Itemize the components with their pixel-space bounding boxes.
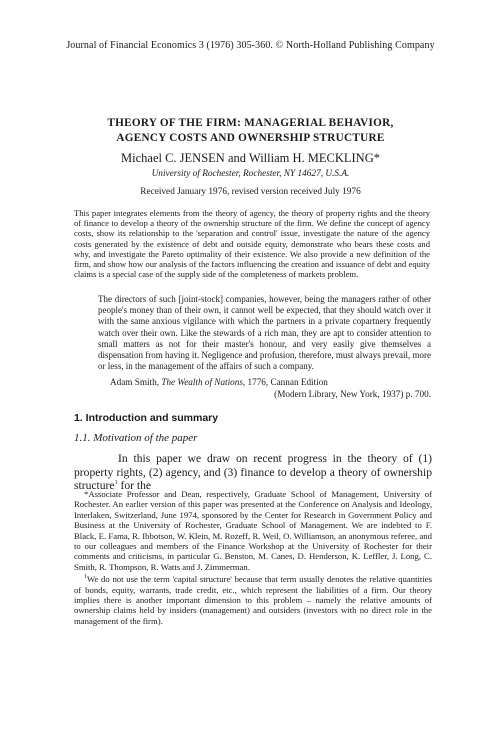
epigraph-citation xyxy=(110,377,431,387)
journal-header: Journal of Financial Economics 3 (1976) 305-360. © North-Holland Publishing Company xyxy=(66,40,435,51)
cite-edition: 1776, Cannan Edition xyxy=(247,377,328,387)
received-dates: Received January 1976, revised version received July 1976 xyxy=(140,187,361,197)
affiliation: University of Rochester, Rochester, NY 14627, U.S.A. xyxy=(151,169,350,179)
cite-author: Adam Smith, xyxy=(110,377,160,387)
footnote-1-text: We do not use the term 'capital structure' because that term usually denotes the relative quantities of bonds, equity, warrants, trade credit, etc., which represent the liabilities of a firm. Our theory implies there is another important dimension to this problem – namely the relative amounts of ownership claims held by insiders (management) and outsiders (investors with no direct role in the management of the firm). xyxy=(74,574,432,626)
title-line-1: THEORY OF THE FIRM: MANAGERIAL BEHAVIOR, xyxy=(107,117,394,129)
footnote-1 xyxy=(74,574,432,626)
body-text-a: In this paper we draw on recent progress in the theory of (1) property rights, (2) agency, and (3) finance to develop a theory of ownership structure xyxy=(74,452,432,493)
title-line-2: AGENCY COSTS AND OWNERSHIP STRUCTURE xyxy=(116,132,385,144)
footnote-1-mark: 1 xyxy=(84,574,87,581)
cite-work: The Wealth of Nations, xyxy=(161,377,246,387)
subsection-heading: 1.1. Motivation of the paper xyxy=(74,432,198,444)
footnote-mark: 1 xyxy=(114,480,118,487)
body-paragraph xyxy=(74,452,432,493)
footnotes xyxy=(74,489,432,628)
section-heading: 1. Introduction and summary xyxy=(74,412,219,424)
abstract: This paper integrates elements from the theory of agency, the theory of property rights and the theory of finance to develop a theory of the ownership structure of the firm. We define the concept of agency costs, show its relationship to the 'separation and control' issue, investigate the nature of the agency costs generated by the existence of debt and outside equity, demonstrate who bears these costs and why, and investigate the Pareto optimality of their existence. We also provide a new definition of the firm, and show how our analysis of the factors influencing the creation and issuance of debt and equity claims is a special case of the supply side of the completeness of markets problem. xyxy=(74,208,430,280)
epigraph-quote: The directors of such [joint-stock] companies, however, being the managers rather of other people's money than of their own, it cannot well be expected, that they should watch over it with the same anxious vigilance with which the partners in a private copartnery frequently watch over their own. Like the stewards of a rich man, they are apt to consider attention to small matters as not for their master's honour, and very easily give themselves a dispensation from having it. Negligence and profusion, therefore, must always prevail, more or less, in the management of the affairs of such a company. xyxy=(98,294,431,372)
footnote-author: *Associate Professor and Dean, respectively, Graduate School of Management, University of Rochester. An earlier version of this paper was presented at the Conference on Analysis and Ideology, Interlaken, Switzerland, June 1974, sponsored by the Center for Research in Government Policy and Business at the University of Rochester, Graduate School of Management. We are indebted to F. Black, E. Fama, R. Ibbotson, W. Klein, M. Rozeff, R. Weil, O. Williamson, an anonymous referee, and to our colleagues and members of the Finance Workshop at the University of Rochester for their comments and criticisms, in particular G. Benston, M. Canes, D. Henderson, K. Leffler, J. Long, C. Smith, R. Thompson, R. Watts and J. Zimmerman. xyxy=(74,489,432,572)
cite-source: (Modern Library, New York, 1937) p. 700. xyxy=(274,389,431,399)
authors: Michael C. JENSEN and William H. MECKLING* xyxy=(121,151,380,165)
body-text-b: for the xyxy=(117,479,152,493)
paper-title xyxy=(0,116,501,146)
